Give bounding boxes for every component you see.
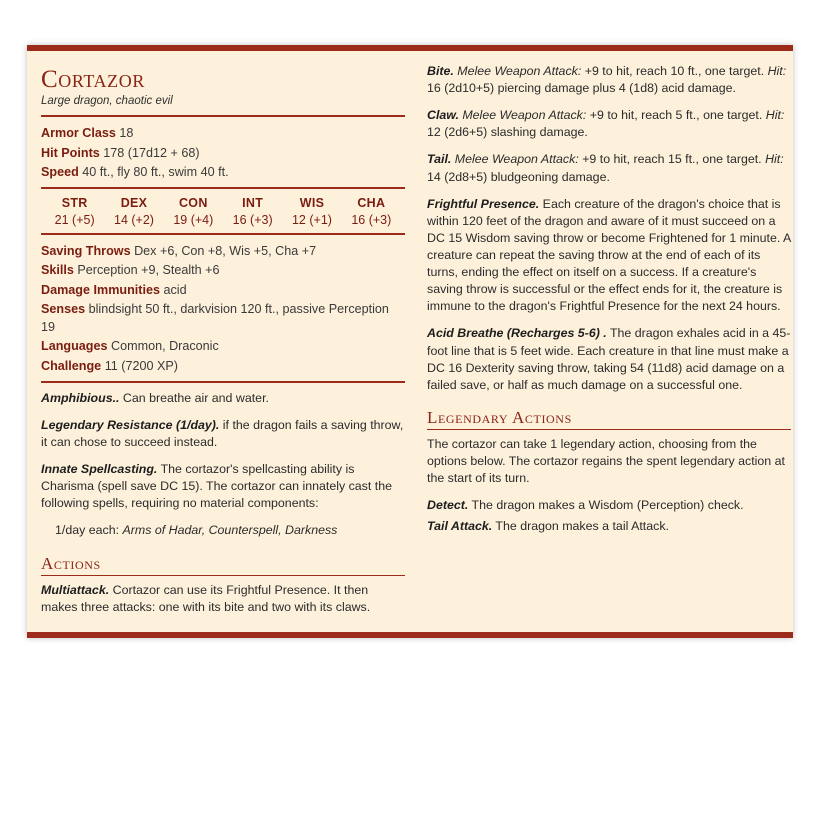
- ability-wis-name: WIS: [299, 196, 325, 210]
- creature-type-line: Large dragon, chaotic evil: [41, 95, 173, 108]
- damage-immunities-line: [41, 281, 405, 299]
- action-acid-breathe-text: The dragon exhales acid in a 45-foot line that is 5 feet wide. Each creature in that line must make a DC 16 Dexterity saving throw, taking 54 (11d8) acid damage on a failed save, or half as much damage on a successful one.: [427, 326, 791, 392]
- divider-top: [41, 115, 405, 117]
- statblock-columns: [41, 61, 791, 620]
- skills-value: Perception +9, Stealth +6: [77, 263, 220, 278]
- action-tail-hit-text: 14 (2d8+5) bludgeoning damage.: [427, 169, 610, 184]
- action-claw-hit-text: 12 (2d6+5) slashing damage.: [427, 125, 588, 140]
- creature-name: Cortazor: [41, 66, 145, 93]
- ability-con-score: 19 (+4): [173, 213, 214, 227]
- innate-spell-list: [55, 522, 405, 539]
- divider-traits: [41, 381, 405, 383]
- action-tail-text: +9 to hit, reach 15 ft., one target.: [578, 152, 766, 167]
- ability-int-score: 16 (+3): [232, 213, 273, 227]
- divider-abilities-bottom: [41, 233, 405, 235]
- challenge-value: 11 (7200 XP): [104, 358, 178, 373]
- action-bite: [427, 63, 791, 97]
- action-frightful-presence-text: Each creature of the dragon's choice that is within 120 feet of the dragon and aware of it must succeed on a DC 15 Wisdom saving throw or become Frightened for 1 minute. A creature can repeat the saving throw at the end of each of its turns, ending the effect on itself on a success. If a creature's saving throw is successful or the effect ends for it, the creature is immune to the dragon's Frightful Presence for the next 24 hours.: [427, 196, 791, 314]
- legendary-action-detect: [427, 497, 791, 514]
- monster-statblock: [27, 45, 793, 638]
- ability-wis-score: 12 (+1): [291, 213, 332, 227]
- speed-line: [41, 163, 405, 181]
- actions-heading: Actions: [41, 554, 405, 576]
- trait-amphibious: [41, 390, 405, 407]
- legendary-actions-heading: Legendary Actions: [427, 408, 791, 430]
- action-claw-name: Claw.: [427, 108, 459, 123]
- senses-value: blindsight 50 ft., darkvision 120 ft., passive Perception 19: [41, 301, 389, 334]
- action-multiattack-name: Multiattack.: [41, 582, 110, 597]
- action-claw-attack-type: Melee Weapon Attack:: [458, 108, 587, 123]
- speed-label: Speed: [41, 164, 79, 179]
- challenge-label: Challenge: [41, 358, 102, 373]
- action-acid-breathe: [427, 325, 791, 393]
- senses-label: Senses: [41, 301, 86, 316]
- ability-con-name: CON: [178, 196, 208, 210]
- action-bite-name: Bite.: [427, 64, 454, 78]
- ability-int: [223, 196, 282, 227]
- spell-frequency: 1/day each:: [55, 523, 123, 538]
- action-tail: [427, 151, 791, 185]
- ability-cha-score: 16 (+3): [351, 213, 392, 227]
- action-tail-name: Tail.: [427, 152, 452, 167]
- damage-immunities-label: Damage Immunities: [41, 282, 160, 297]
- skills-label: Skills: [41, 263, 74, 278]
- legendary-actions-intro: The cortazor can take 1 legendary action, choosing from the options below. The cortazor regains the spent legendary action at the start of its turn.: [427, 436, 785, 486]
- legendary-action-detect-text: The dragon makes a Wisdom (Perception) check.: [468, 498, 744, 513]
- action-multiattack-text: Cortazor can use its Frightful Presence. It then makes three attacks: one with its bite and two with its claws.: [41, 582, 371, 614]
- ability-int-name: INT: [242, 196, 264, 210]
- ability-cha-name: CHA: [357, 196, 386, 210]
- languages-line: [41, 337, 405, 355]
- legendary-action-detect-name: Detect.: [427, 498, 469, 513]
- ability-dex-score: 14 (+2): [114, 213, 154, 227]
- challenge-line: [41, 357, 405, 375]
- ability-con: [164, 196, 223, 227]
- divider-abilities-top: [41, 187, 405, 189]
- ability-str-score: 21 (+5): [54, 213, 95, 227]
- languages-label: Languages: [41, 339, 108, 354]
- hit-points-line: [41, 144, 405, 162]
- statblock-left-column: [41, 61, 405, 620]
- action-bite-hit-label: Hit:: [767, 64, 787, 78]
- ability-score-table: [41, 196, 405, 227]
- trait-amphibious-name: Amphibious..: [41, 390, 120, 405]
- action-claw-hit-label: Hit:: [765, 108, 785, 123]
- armor-class-line: [41, 124, 405, 142]
- legendary-action-tail-attack: [427, 518, 791, 535]
- action-claw: [427, 107, 791, 141]
- ability-dex-name: DEX: [120, 196, 148, 210]
- action-bite-hit-text: 16 (2d10+5) piercing damage plus 4 (1d8) acid damage.: [427, 81, 736, 96]
- statblock-right-column: [427, 61, 791, 620]
- trait-innate-spellcasting: [41, 461, 405, 512]
- saving-throws-line: [41, 242, 405, 260]
- trait-innate-spellcasting-name: Innate Spellcasting.: [41, 462, 158, 477]
- action-claw-text: +9 to hit, reach 5 ft., one target.: [586, 108, 766, 123]
- ability-dex: [104, 196, 163, 227]
- languages-value: Common, Draconic: [110, 339, 219, 354]
- action-frightful-presence: [427, 196, 791, 316]
- trait-amphibious-text: Can breathe air and water.: [119, 390, 269, 405]
- armor-class-label: Armor Class: [41, 126, 116, 141]
- action-bite-attack-type: Melee Weapon Attack:: [453, 64, 582, 78]
- action-acid-breathe-name: Acid Breathe (Recharges 5-6) .: [427, 326, 607, 341]
- action-multiattack: [41, 582, 405, 616]
- legendary-action-tail-attack-text: The dragon makes a tail Attack.: [492, 519, 669, 534]
- saving-throws-label: Saving Throws: [41, 244, 131, 258]
- hit-points-label: Hit Points: [41, 145, 100, 160]
- armor-class-value: 18: [119, 126, 134, 141]
- speed-value: 40 ft., fly 80 ft., swim 40 ft.: [82, 164, 229, 179]
- spell-names: Arms of Hadar, Counterspell, Darkness: [122, 523, 338, 538]
- action-frightful-presence-name: Frightful Presence.: [427, 196, 540, 211]
- skills-line: [41, 261, 405, 279]
- ability-str: [45, 196, 104, 227]
- damage-immunities-value: acid: [163, 282, 187, 297]
- hit-points-value: 178 (17d12 + 68): [103, 145, 200, 160]
- legendary-action-tail-attack-name: Tail Attack.: [427, 519, 493, 534]
- trait-legendary-resistance-name: Legendary Resistance (1/day).: [41, 417, 220, 432]
- action-tail-hit-label: Hit:: [765, 152, 784, 167]
- action-bite-text: +9 to hit, reach 10 ft., one target.: [581, 64, 768, 78]
- trait-innate-spellcasting-text: The cortazor's spellcasting ability is Charisma (spell save DC 15). The cortazor can innately cast the following spells, requiring no material components:: [41, 462, 392, 511]
- ability-cha: [342, 196, 401, 227]
- saving-throws-value: Dex +6, Con +8, Wis +5, Cha +7: [134, 244, 317, 258]
- senses-line: [41, 300, 405, 337]
- trait-legendary-resistance: [41, 417, 405, 451]
- trait-legendary-resistance-text: if the dragon fails a saving throw, it can chose to succeed instead.: [41, 417, 404, 449]
- action-tail-attack-type: Melee Weapon Attack:: [451, 152, 579, 167]
- ability-str-name: STR: [61, 196, 88, 210]
- ability-wis: [282, 196, 341, 227]
